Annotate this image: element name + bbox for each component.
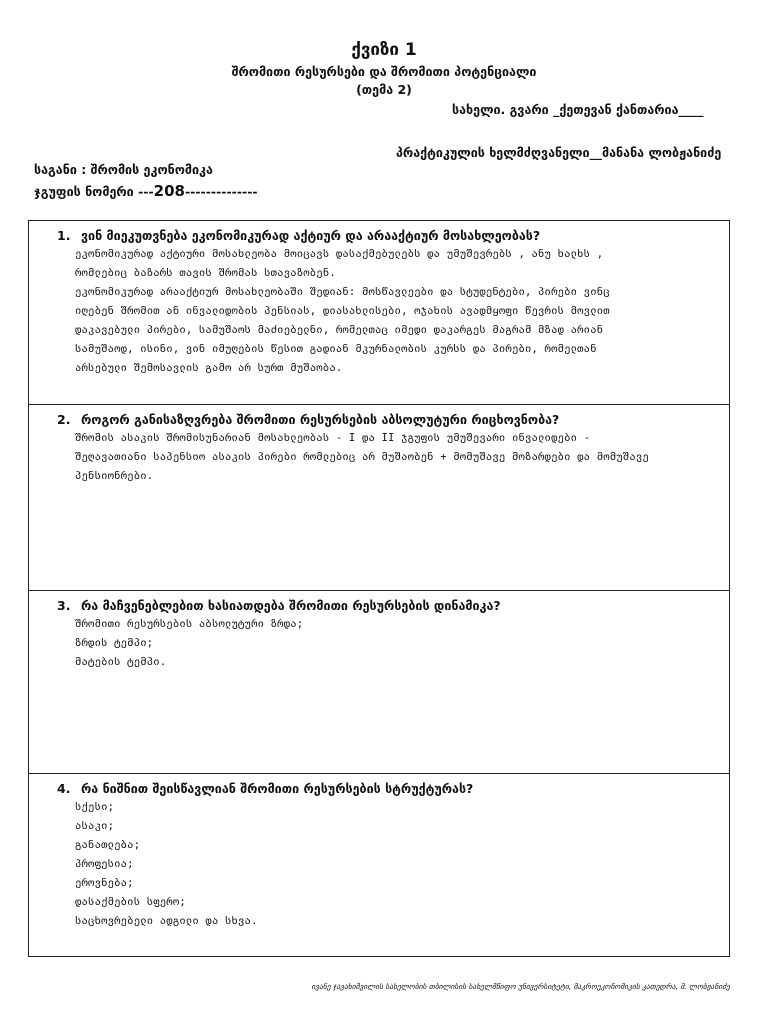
quiz-subtitle: შრომითი რესურსები და შრომითი პოტენციალი (231, 64, 537, 79)
group-number: 208 (153, 182, 185, 200)
answer-line: შრომითი რესურსების აბსოლუტური ზრდა; (75, 618, 304, 630)
answer-line: სქესი; (75, 801, 115, 813)
question-number: 3. (57, 598, 71, 613)
answer-line: დასაქმების სფერო; (75, 896, 186, 908)
question-cell (29, 773, 729, 956)
question-cell (29, 404, 729, 590)
question-text: რა ნიშნით შეისწავლიან შრომითი რესურსების სტრუქტურას? (81, 781, 474, 796)
student-name: სახელი. გვარი _ქეთევან ქანთარია____ (452, 102, 704, 117)
answer-line: პენსიონრები. (75, 470, 154, 482)
question-heading (57, 411, 719, 428)
subject-label: საგანი : შრომის ეკონომიკა (34, 162, 213, 177)
question-heading (57, 780, 719, 797)
answer-block (75, 798, 719, 931)
answer-line: ეკონომიკურად არააქტიურ მოსახლეობაში შედიან: მოსწავლეები და სტუდენტები, პირები ვინც (75, 286, 610, 298)
question-heading (57, 227, 719, 244)
group-line (34, 182, 258, 200)
answer-block (75, 245, 719, 378)
group-label: ჯგუფის ნომერი --- (34, 184, 154, 199)
group-trail: -------------- (184, 184, 258, 199)
answer-line: შრომის ასაკის შრომისუნარიან მოსახლეობას - I და II ჯგუფის უმუშევარი ინვალიდები - (75, 432, 591, 444)
answer-line: არსებული შემოსავლის გამო არ სურთ მუშაობა. (75, 362, 343, 374)
answer-line: ზრდის ტემპი; (75, 637, 154, 649)
question-number: 1. (57, 228, 71, 243)
instructor-name: პრაქტიკულის ხელმძღვანელი__მანანა ლობჟანიძე (396, 145, 722, 160)
questions-table (28, 220, 730, 957)
answer-line: განათლება; (75, 839, 141, 851)
quiz-topic: (თემა 2) (356, 82, 412, 97)
question-text: რა მაჩვენებლებით ხასიათდება შრომითი რესურსების დინამიკა? (81, 598, 501, 613)
answer-line: დაკავებული პირები, სამუშაოს მაძიებელნი, რომელთაც იმედი დაკარგეს მაგრამ მზად არიან (75, 324, 604, 336)
question-heading (57, 597, 719, 614)
answer-line: მატების ტემპი. (75, 656, 167, 668)
answer-line: შეღავათიანი საპენსიო ასაკის პირები რომლებიც არ მუშაობენ + მომუშავე მოზარდები და მომუშავე (75, 451, 649, 463)
question-number: 4. (57, 781, 71, 796)
answer-block (75, 429, 719, 486)
page-footer: ივანე ჯავახიშვილის სახელობის თბილისის სახელმწიფო უნივერსიტეტი, მაკროეკონომიკის კათედრა, მ. ლობჟანიძე (311, 982, 730, 991)
question-number: 2. (57, 412, 71, 427)
answer-line: საცხოვრებელი ადგილი და სხვა. (75, 915, 258, 927)
answer-line: რომლებიც ბაზარს თავის შრომას სთავაზობენ. (75, 267, 336, 279)
answer-line: ეკონომიკურად აქტიური მოსახლეობა მოიცავს დასაქმებულებს და უმუშევრებს , ანუ ხალხს , (75, 248, 604, 260)
answer-line: სამუშაოდ, ისინი, ვინ იმუღების წესით გადიან მკურნალობის კურსს და პირები, რომელთან (75, 343, 597, 355)
question-cell (29, 221, 729, 404)
answer-line: იღებენ შრომით ან ინვალიდობის პენსიას, დიასახლისები, ოჯახის ავადმყოფი წევრის მოვლით (75, 305, 610, 317)
quiz-title: ქვიზი 1 (351, 40, 417, 60)
answer-line: პროფესია; (75, 858, 134, 870)
answer-block (75, 615, 719, 672)
answer-line: ასაკი; (75, 820, 115, 832)
question-cell (29, 590, 729, 773)
question-text: ვინ მიეკუთვნება ეკონომიკურად აქტიურ და არააქტიურ მოსახლეობას? (81, 228, 541, 243)
question-text: როგორ განისაზღვრება შრომითი რესურსების აბსოლუტური რიცხოვნობა? (81, 412, 560, 427)
answer-line: ეროვნება; (75, 877, 134, 889)
